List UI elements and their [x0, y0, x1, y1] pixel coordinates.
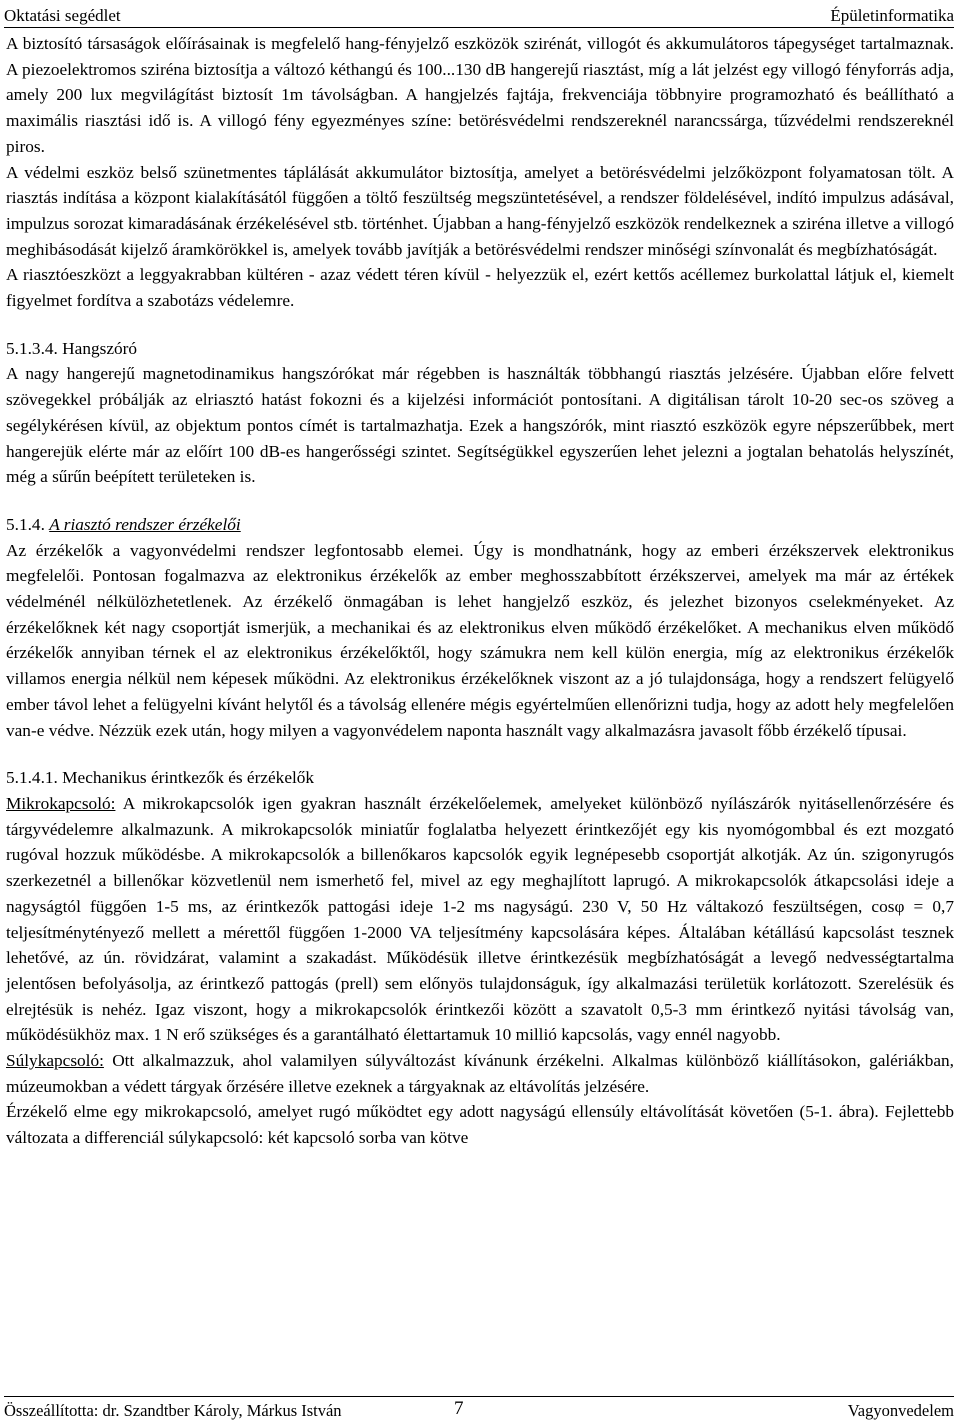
- section-heading-hangszoro: 5.1.3.4. Hangszóró: [6, 338, 138, 358]
- spacer: [6, 743, 954, 765]
- paragraph: A biztosító társaságok előírásainak is megfelelő hang-fényjelző eszközök szirénát, villogót és akkumulátoros tápegységet tartalmaznak. A piezoelektromos sziréna biztosítja a változó kéthangú és 100...130 dB hangerejű riasztást, míg a lát jelzést egy villogó fényforrás adja, amely 200 lux megvilágítást biztosít 1m távolságban. A hangjelzés fajtája, frekvenciája többnyire programozható és beállítható a maximális riasztási idő is. A villogó fény egyezményes színe: betörésvédelmi rendszereknél narancssárga, tűzvédelmi rendszereknél piros.: [6, 34, 954, 156]
- spacer: [6, 490, 954, 512]
- section-number: 5.1.4.: [6, 514, 50, 534]
- section-heading-mechanikus: 5.1.4.1. Mechanikus érintkezők és érzékelők: [6, 768, 315, 788]
- section-heading-erzekelok: [6, 512, 954, 538]
- paragraph: A riasztóeszközt a leggyakrabban kültéren - azaz védett téren kívül - helyezzük el, ezért kettős acéllemez burkolattal látjuk el, kiemelt figyelmet fordítva a szabotázs védelemre.: [6, 265, 954, 311]
- paragraph: Az érzékelők a vagyonvédelmi rendszer legfontosabb elemei. Úgy is mondhatnánk, hogy az emberi érzékszervek elektronikus megfelelői. Pontosan fogalmazva az elektronikus érzékelők az ember meghosszabbított érzékszervei, amelyek ma már az értékek védelménél nélkülözhetetlenek. Az érzékelő önmagában is lehet hangjelző eszköz, és jelezhet bizonyos cselekményeket. Az érzékelőknek két nagy csoportját ismerjük, a mechanikai és az elektronikus elven működő érzékelőket. A mechanikus elven működő érzékelők annyiban térnek el az elektronikus érzékelőktől, hogy számukra nem kell külön energia, míg az elektronikus érzékelők villamos energia nélkül nem képesek működni. Az elektronikus érzékelőknek viszont az a jó tulajdonsága, hogy a rendszert felügyelő ember távol lehet a felügyelni kívánt helytől és a távolság ellenére mégis egyértelműen ellenőrizni tudja, hogy az adott hely megfelelően van-e védve. Nézzük ezek után, hogy milyen a vagyonvédelem naponta használt vagy alkalmazásra javasolt főbb érzékelő típusai.: [6, 540, 954, 740]
- page-number: 7: [454, 1398, 464, 1419]
- paragraph: A nagy hangerejű magnetodinamikus hangszórókat már régebben is használták többhangú riasztás jelzésére. Újabban előre felvett szövegekkel próbálják az elriasztó hatást fokozni és a kijelzési információt pontosítani. A digitálisan tárolt 10-20 sec-os szöveg a segélykérésen kívül, az objektum pontos címét is tartalmazhatja. Ezek a hangszórók, mint riasztó eszközök egyre népszerűbbek, mert hangerejük elérte már az előírt 100 dB-es hangerősségi szintet. Segítségükkel egyszerűen lehet jelezni a jogtalan behatolás helyszínét, még a sűrűn beépített területeken is.: [6, 364, 954, 487]
- footer-authors: Összeállította: dr. Szandtber Károly, Márkus István: [4, 1401, 342, 1420]
- header-left: Oktatási segédlet: [4, 6, 121, 25]
- paragraph-text: A mikrokapcsolók igen gyakran használt érzékelőelemek, amelyeket különböző nyílászárók nyitásellenőrzésére és tárgyvédelemre alkalmazunk. A mikrokapcsolók miniatűr foglalatba helyezett érintkezőjét egy kis nyomógombbal és ezt mozgató rugóval hozzuk működésbe. A mikrokapcsolók a billenőkaros kapcsolók egyik legnépesebb csoportját alkotják. Az ún. szigonyrugós szerkezetnél a billenőkar közvetlenül nem ismerhető fel, mivel az egy meghajlított laprugó. A mikrokapcsolók átkapcsolási ideje a nagyságtól függően 1-5 ms, az érintkezők pattogási ideje 1-2 ms nagyságú. 230 V, 50 Hz váltakozó feszültségen, cosφ = 0,7 teljesítménytényező mellett a mérettől függően 1-2000 VA teljesítmény kapcsolására képes. Általában kétállású kapcsolást tesznek lehetővé, az ún. rövidzárat, valamint a szakadást. Működésük illetve érintkezésük megbízhatóságát a levegő nedvességtartalma jelentősen befolyásolja, az érintkező pattogás (prell) sem előnyös tulajdonságuk, így alkalmazási területük korlátozott. Szerelésük és elrejtésük is nehéz. Igaz viszont, hogy a mikrokapcsolók érintkezői között a szavatolt 0,5-3 mm érintkező nyitási távolság van, működésükhöz max. 1 N erő szükséges és a garantálható élettartamuk 10 millió kapcsolás, vagy ennél nagyobb.: [6, 793, 954, 1045]
- paragraph-text: Ott alkalmazzuk, ahol valamilyen súlyváltozást kívánunk érzékelni. Alkalmas különböző kiállításokon, galériákban, múzeumokban a védett tárgyak őrzésére illetve ezeknek a tárgyaknak az eltávolítás jelzésére.: [6, 1051, 954, 1096]
- paragraph-mikrokapcsolo: [6, 791, 954, 1048]
- section-title: A riasztó rendszer érzékelői: [49, 514, 241, 534]
- header-right: Épületinformatika: [830, 6, 954, 25]
- paragraph: A védelmi eszköz belső szünetmentes táplálását akkumulátor biztosítja, amelyet a betörésvédelmi jelzőközpont folyamatosan tölt. A riasztás indítása a központ kialakításától függően a töltő feszültség megszüntetésével, a rendszer földelésével, indító impulzus adásával, impulzus sorozat kimaradásának érzékelésével stb. történhet. Újabban a hang-fényjelző eszközök rendelkeznek a sziréna illetve a villogó meghibásodását kijelző áramkörökkel is, amelyek tovább javítják a betörésvédelmi rendszer minőségi színvonalát és megbízhatóságát.: [6, 162, 954, 259]
- spacer: [6, 314, 954, 336]
- term-label: Mikrokapcsoló:: [6, 793, 116, 813]
- paragraph: Érzékelő elme egy mikrokapcsoló, amelyet rugó működtet egy adott nagyságú ellensúly eltávolítását követően (5-1. ábra). Fejlettebb változata a differenciál súlykapcsoló: két kapcsoló sorba van kötve: [6, 1102, 954, 1148]
- page-header: [4, 0, 954, 28]
- document-body: [6, 31, 954, 1151]
- paragraph-sulykapcsolo: [6, 1048, 954, 1099]
- term-label: Súlykapcsoló:: [6, 1051, 104, 1071]
- footer-topic: Vagyonvedelem: [847, 1401, 954, 1420]
- page-footer: [4, 1396, 954, 1421]
